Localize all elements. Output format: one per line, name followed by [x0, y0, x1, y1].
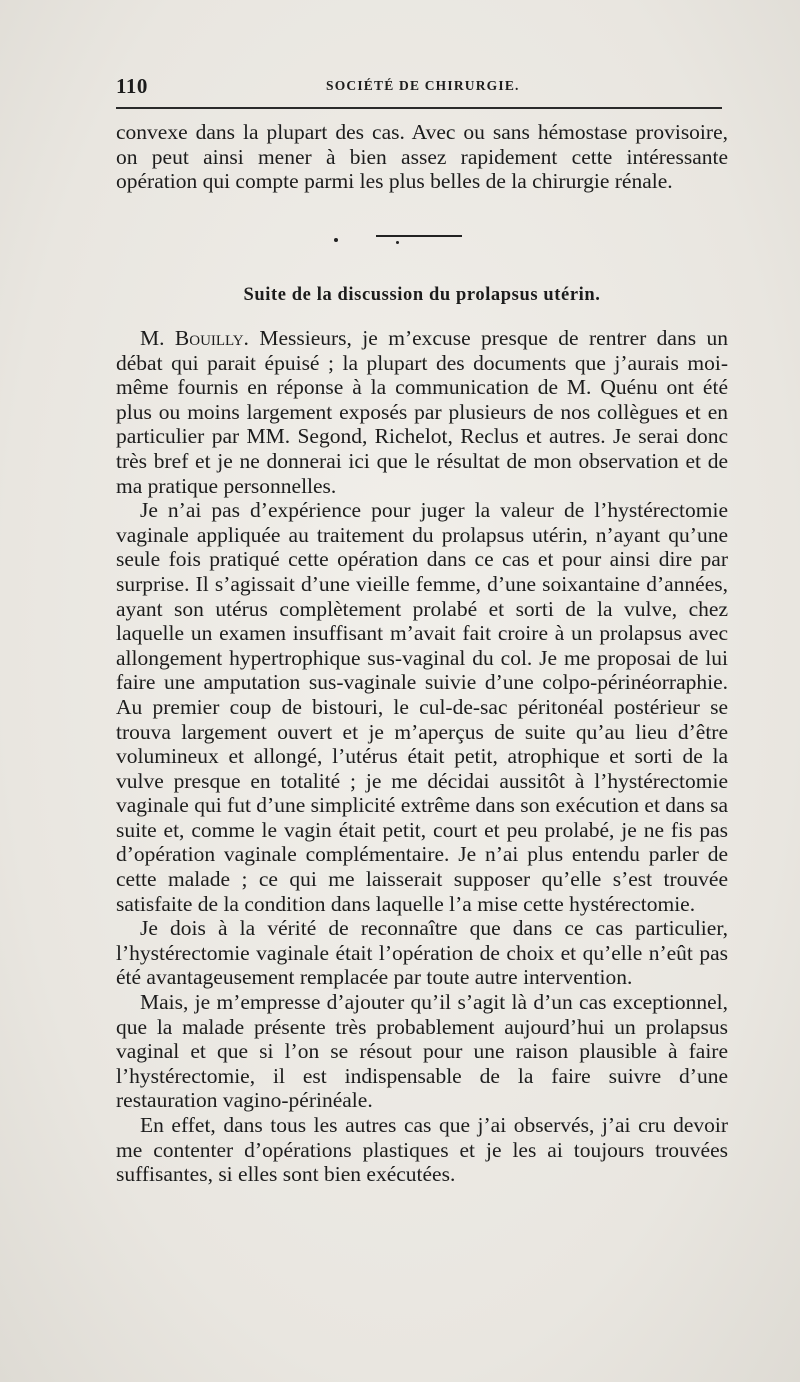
speaker-name: M. Bouilly. [140, 326, 249, 350]
separator-dot [334, 238, 338, 242]
paragraph-3: Je dois à la vérité de reconnaître que dans ce cas particulier, l’hystérectomie vaginale était l’opération de choix et qu’elle n’eût pas été avantageusement remplacée par toute autre intervention. [116, 916, 728, 990]
running-head: SOCIÉTÉ DE CHIRURGIE. [326, 78, 520, 93]
intro-paragraph: convexe dans la plupart des cas. Avec ou sans hémostase provisoire, on peut ainsi mener à bien assez rapidement cette intéressante opération qui compte parmi les plus belles de la chirurgie rénale. [116, 120, 728, 194]
section-title: Suite de la discussion du prolapsus utérin. [243, 285, 601, 305]
separator-dot [396, 241, 399, 244]
separator-rule [376, 235, 462, 237]
page-number: 110 [116, 74, 148, 98]
intro-text [116, 120, 728, 194]
paragraph-1 [116, 326, 728, 498]
page-header [116, 72, 722, 102]
body-text [116, 326, 728, 1187]
section-separator [334, 232, 464, 248]
header-rule [116, 107, 722, 109]
paragraph-2: Je n’ai pas d’expérience pour juger la valeur de l’hystérectomie vaginale appliquée au traitement du prolapsus utérin, n’ayant qu’une seule fois pratiqué cette opération dans ce cas et pour ainsi dire par surprise. Il s’agissait d’une vieille femme, d’une soixantaine d’années, ayant son utérus complètement prolabé et sorti de la vulve, chez laquelle un examen insuffisant m’avait fait croire à un prolapsus avec allongement hypertrophique sus-vaginal du col. Je me proposai de lui faire une amputation sus-vaginale suivie d’une colpo-périnéorraphie. Au premier coup de bistouri, le cul-de-sac péritonéal postérieur se trouva largement ouvert et je m’aperçus de suite qu’au lieu d’être volumineux et allongé, l’utérus était petit, atrophique et sorti de la vulve presque en totalité ; je me décidai aussitôt à l’hystérectomie vaginale qui fut d’une simplicité extrême dans son exécution et dans sa suite et, comme le vagin était petit, court et peu prolabé, je ne fis pas d’opération vaginale complémentaire. Je n’ai plus entendu parler de cette malade ; ce qui me laisserait supposer qu’elle s’est trouvée satisfaite de la condition dans laquelle l’a mise cette hystérectomie. [116, 498, 728, 916]
paragraph-text: Messieurs, je m’excuse presque de rentrer dans un débat qui parait épuisé ; la plupart des documents que j’aurais moi-même fournis en réponse à la communication de M. Quénu ont été plus ou moins largement exposés par plusieurs de nos collègues et en particulier par MM. Segond, Richelot, Reclus et autres. Je serai donc très bref et je ne donnerai ici que le résultat de mon observation et de ma pratique personnelles. [116, 326, 728, 498]
paragraph-5: En effet, dans tous les autres cas que j’ai observés, j’ai cru devoir me contenter d’opérations plastiques et je les ai toujours trouvées suffisantes, si elles sont bien exécutées. [116, 1113, 728, 1187]
paragraph-4: Mais, je m’empresse d’ajouter qu’il s’agit là d’un cas exceptionnel, que la malade présente très probablement aujourd’hui un prolapsus vaginal et que si l’on se résout pour une raison plausible à faire l’hystérectomie, il est indispensable de la faire suivre d’une restauration vagino-périnéale. [116, 990, 728, 1113]
